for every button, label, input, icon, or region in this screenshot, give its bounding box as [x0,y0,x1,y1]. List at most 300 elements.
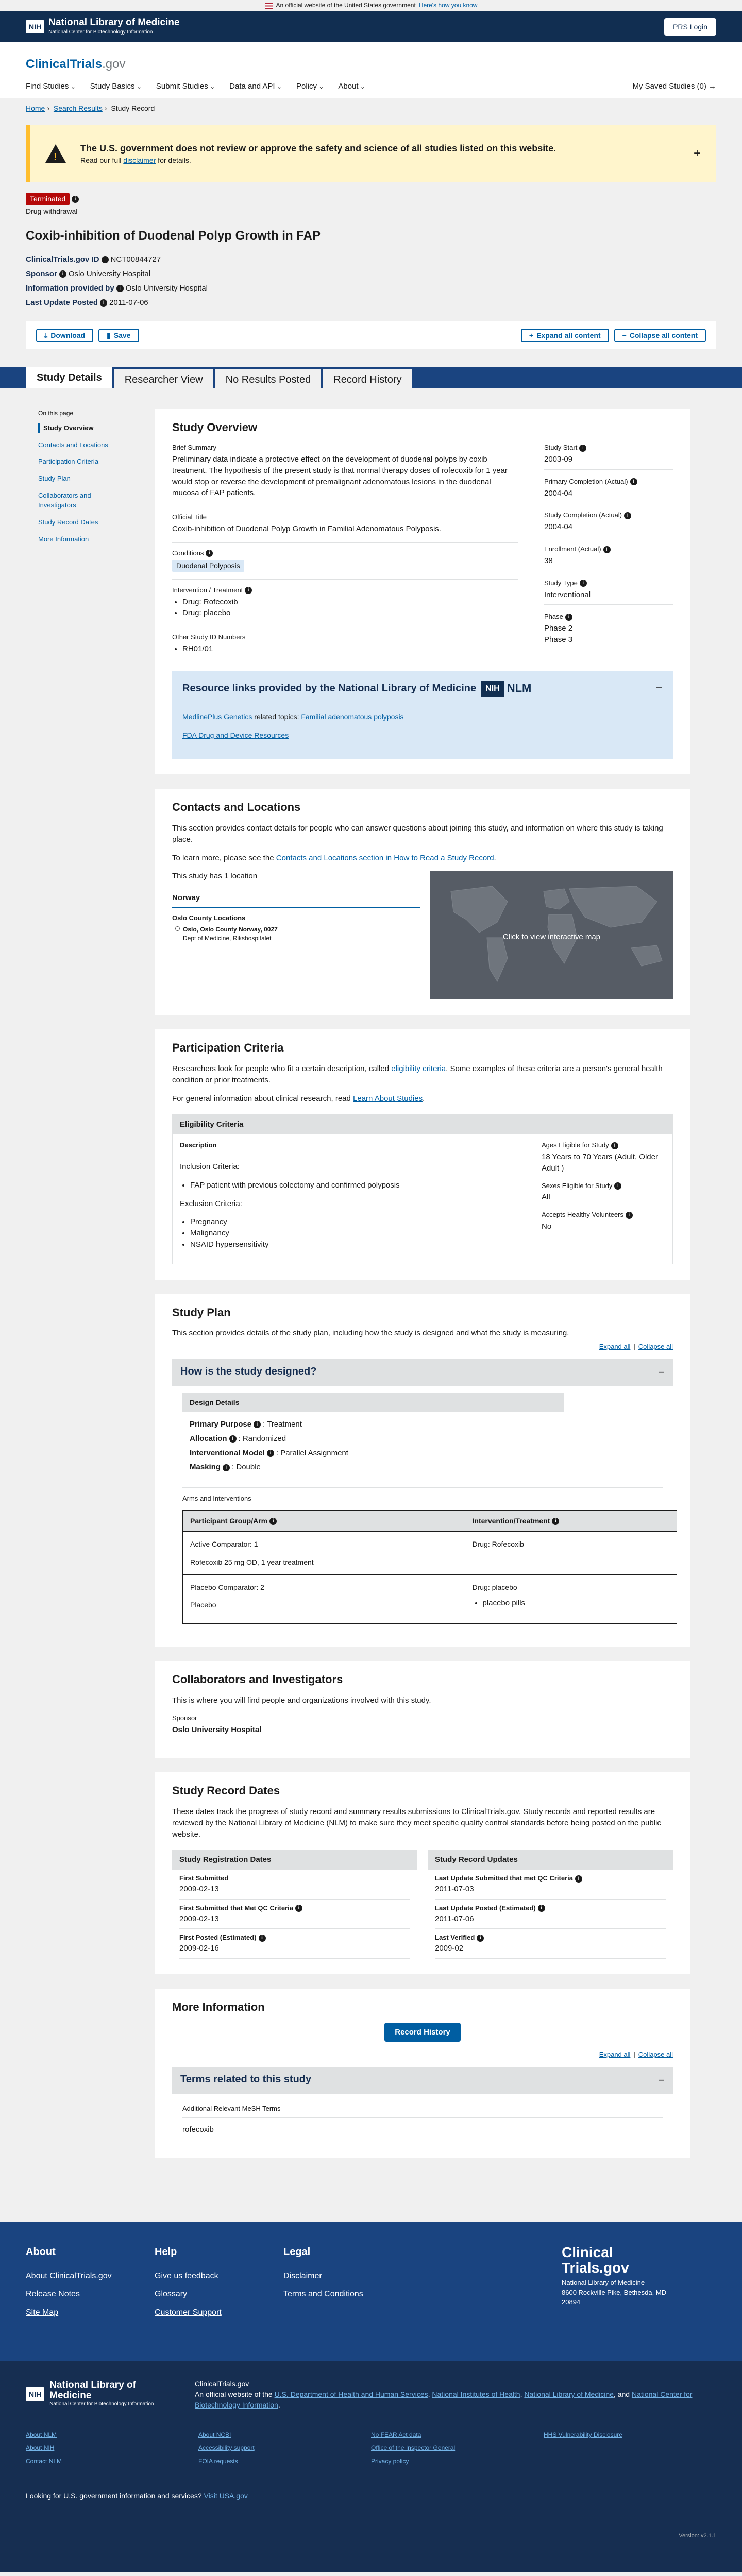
footer-link[interactable]: Accessibility support [198,2444,255,2452]
info-icon[interactable]: i [565,614,572,621]
contacts-learn-text: . [494,853,496,862]
collapse-minus-icon: − [658,1366,665,1379]
info-provider-line [26,283,716,294]
collab-sponsor-label: Sponsor [172,1714,197,1722]
breadcrumb [0,98,742,118]
info-icon[interactable]: i [626,1212,633,1219]
update-title: Study Record Updates [428,1850,673,1870]
sidenav-more-info[interactable]: More Information [38,535,89,543]
date-value: 2011-07-03 [435,1884,666,1900]
breadcrumb-separator: › [104,104,107,112]
section-title: Study Record Dates [172,1784,280,1798]
address-line: 20894 [562,2298,581,2306]
footer-desc-text: , and [613,2390,632,2399]
list-item: • Pregnancy [190,1216,542,1228]
table-header [465,1511,677,1532]
prs-login-button[interactable]: PRS Login [664,18,716,36]
last-update: 2011-07-06 [109,298,148,307]
footer-link[interactable]: Give us feedback [155,2272,218,2281]
footer-brand [562,2245,716,2338]
nav-submit-studies[interactable]: Submit Studies ⌄ [156,81,215,92]
registration-title: Study Registration Dates [172,1850,417,1870]
criteria-intro-text: Researchers look for people who fit a certain description, called [172,1064,392,1074]
ages-label [542,1141,665,1150]
info-icon[interactable]: i [223,1464,230,1471]
info-icon[interactable]: i [267,1450,274,1457]
design-accordion-title: How is the study designed? [180,1366,317,1378]
info-icon[interactable]: i [580,580,587,587]
page-sidenav [26,409,129,2173]
table-row [183,1574,677,1623]
footer-heading: Legal [283,2246,311,2258]
last-update-line [26,297,716,309]
fact-label [544,443,673,453]
date-label [179,1904,410,1913]
date-label-text: Last Verified [435,1934,475,1942]
registration-dates [172,1850,417,1959]
gov-banner-link[interactable]: Here's how you know [418,2,478,9]
main-nav [26,81,716,92]
footer-address [562,2278,716,2308]
section-title: Participation Criteria [172,1041,284,1055]
info-icon[interactable]: i [552,1518,559,1525]
design-label: Primary Purpose [190,1420,252,1429]
design-value: Parallel Assignment [280,1448,348,1458]
table-header-text: Participant Group/Arm [190,1517,268,1526]
collapse-minus-icon[interactable]: − [655,681,663,695]
study-id: NCT00844727 [110,255,161,264]
date-label-text: Last Update Posted (Estimated) [435,1904,536,1912]
footer-link[interactable]: Office of the Inspector General [371,2444,456,2452]
location-count: This study has 1 location [172,872,258,881]
main-content [0,388,742,2173]
fact-label-text: Study Completion (Actual) [544,511,622,519]
address-line: National Library of Medicine [562,2278,645,2286]
collapse-label: Collapse all content [629,331,698,340]
design-value: Double [236,1463,261,1472]
study-id-label: ClinicalTrials.gov ID [26,255,99,264]
medlineplus-link[interactable]: MedlinePlus Genetics [182,712,252,721]
sidenav-plan[interactable]: Study Plan [38,474,71,483]
date-label-text: First Posted (Estimated) [179,1934,257,1942]
footer-link[interactable]: Terms and Conditions [283,2290,363,2299]
record-history-button[interactable]: Record History [384,2023,461,2042]
fact-label [544,612,673,622]
info-icon[interactable]: i [538,1905,545,1912]
list-item: • Drug: placebo [182,607,518,619]
section-title: More Information [172,2000,265,2013]
footer-link[interactable]: About ClinicalTrials.gov [26,2272,112,2281]
phase-value: Phase 2 [544,624,573,633]
nav-study-basics[interactable]: Study Basics ⌄ [90,81,142,92]
expand-all-link[interactable]: Expand all [599,1343,631,1351]
study-id-line [26,254,716,265]
design-value: Randomized [242,1434,286,1443]
arms-table [182,1510,677,1624]
mesh-term: rofecoxib [182,2125,214,2134]
footer-link[interactable]: Contact NLM [26,2457,62,2465]
nih-logo-icon: NIH [26,20,44,33]
tab-no-results[interactable]: No Results Posted [215,369,322,388]
design-accordion[interactable] [172,1359,673,1386]
healthy-value: No [542,1222,552,1231]
inclusion-list [190,1180,542,1191]
sexes-value: All [542,1193,550,1202]
contacts-intro: This section provides contact details for people who can answer questions about joining this study, and information on where this study is taking place. [172,824,663,844]
footer-site-name: ClinicalTrials.gov [194,2380,249,2388]
disclaimer-text: for details. [156,156,191,164]
table-row [183,1532,677,1575]
eligibility-box [172,1114,673,1264]
date-label [435,1904,666,1913]
nlm-link[interactable]: National Library of Medicine [524,2390,614,2399]
footer-about [26,2245,155,2338]
footer-link[interactable]: HHS Vulnerability Disclosure [544,2431,622,2439]
other-ids-label: Other Study ID Numbers [172,633,246,641]
sponsor-name: Oslo University Hospital [68,269,151,279]
gov-banner [0,0,742,11]
section-title: Collaborators and Investigators [172,1673,343,1686]
info-icon[interactable]: i [102,256,109,263]
nlm-footer-logo[interactable] [26,2379,164,2410]
intervention-label [172,586,518,596]
overview-facts [544,443,673,662]
save-label: Save [113,331,131,340]
resources-title: Resource links provided by the National Library of Medicine [182,682,477,694]
table-header [183,1511,465,1532]
footer-link[interactable]: About NIH [26,2444,55,2452]
tab-record-history[interactable]: Record History [323,369,412,388]
action-bar [26,321,716,349]
arm-description: Placebo [190,1601,216,1609]
nih-logo-text: NIH [481,681,504,697]
disclaimer-body [80,155,556,165]
fact-label-text: Primary Completion (Actual) [544,477,628,485]
design-label: Interventional Model [190,1448,265,1458]
nih-link[interactable]: National Institutes of Health [432,2390,520,2399]
arm-intervention: Drug: placebo [472,1583,517,1591]
warning-icon: ! [45,144,66,163]
footer-link-columns [26,2431,716,2470]
collaborators-section [155,1661,690,1758]
sponsor-label: Sponsor [26,269,57,279]
breadcrumb-search-results[interactable]: Search Results [53,104,103,112]
breadcrumb-current: Study Record [111,104,155,112]
fda-link[interactable]: FDA Drug and Device Resources [182,731,289,739]
contacts-section [155,789,690,1015]
footer-desc-text: , [428,2390,432,2399]
design-label: Masking [190,1463,221,1472]
disclaimer-text: Read our full [80,156,124,164]
footer-link[interactable]: Privacy policy [371,2457,409,2465]
sections [155,409,690,2173]
expand-all-link[interactable]: Expand all [599,2050,631,2058]
brief-summary: Preliminary data indicate a protective effect on the development of duodenal polyps by coxib treatment. The hypothesis of the present study is that normal therapy doses of rofecoxib for 1 year would stop or reverse the development of premalignant adenomatous lesions in the duodenal mucosa of FAP patients. [172,455,508,498]
healthy-label [542,1210,665,1220]
breadcrumb-home[interactable]: Home [26,104,45,112]
info-icon[interactable]: i [477,1935,484,1942]
footer-link[interactable]: Site Map [26,2308,59,2317]
sidenav-collaborators[interactable]: Collaborators and Investigators [38,492,91,509]
list-item: • RH01/01 [182,643,518,655]
inclusion-label: Inclusion Criteria: [180,1162,240,1172]
official-title: Coxib-inhibition of Duodenal Polyp Growth in Familial Adenomatous Polyposis. [172,524,441,533]
collab-intro: This is where you will find people and organizations involved with this study. [172,1696,431,1705]
date-label-text: Last Update Submitted that met QC Criteria [435,1874,573,1883]
info-icon[interactable]: i [269,1518,277,1525]
related-text: related topics: [252,712,301,721]
nlm-logo-text: NLM [507,682,532,695]
info-icon[interactable]: i [614,1182,621,1190]
arm-intervention: Drug: Rofecoxib [465,1532,677,1575]
design-label: Allocation [190,1434,227,1443]
dates-intro: These dates track the progress of study record and summary results submissions to ClinicalTrials.gov. Study records and reported results are reviewed by the National Library of Medicine (NLM) to make sure they meet specific quality control standards before being posted on the public website. [172,1807,661,1839]
footer-link[interactable]: FOIA requests [198,2457,238,2465]
hhs-link[interactable]: U.S. Department of Health and Human Services [274,2390,428,2399]
nav-find-studies[interactable]: Find Studies ⌄ [26,81,76,92]
exclusion-label: Exclusion Criteria: [180,1199,242,1208]
record-dates-section [155,1772,690,1974]
mesh-label: Additional Relevant MeSH Terms [182,2104,281,2112]
nih-logo-icon: NIH [26,2387,44,2401]
footer-link[interactable]: About NLM [26,2431,57,2439]
terms-accordion[interactable] [172,2067,673,2094]
fact-label [544,579,673,588]
fap-link[interactable]: Familial adenomatous polyposis [301,712,404,721]
footer-heading: Help [155,2246,177,2258]
nlm-title: National Library of Medicine [48,17,180,28]
info-icon[interactable]: i [624,512,631,519]
location-list [172,871,420,999]
site-logo-name: ClinicalTrials [26,57,103,71]
download-icon: ⤓ [44,331,48,340]
sidenav-header: On this page [38,410,74,417]
fact-label [544,545,673,554]
footer-legal [283,2245,412,2338]
arm-name: Placebo Comparator: 2 [190,1583,264,1591]
study-title: Coxib-inhibition of Duodenal Polyp Growth in FAP [26,228,321,243]
collapse-all-link[interactable]: Collapse all [638,2050,673,2058]
date-value: 2009-02-16 [179,1943,410,1959]
nlm-header [0,11,742,42]
list-item: • Drug: Rofecoxib [182,597,518,608]
learn-about-studies-link[interactable]: Learn About Studies [353,1094,423,1103]
save-button[interactable] [98,329,139,342]
date-value: 2009-02-13 [179,1913,410,1929]
date-label [179,1933,410,1943]
footer-link[interactable]: No FEAR Act data [371,2431,421,2439]
sexes-label-text: Sexes Eligible for Study [542,1181,613,1190]
location-title: Oslo, Oslo County Norway, 0027 [183,925,278,933]
study-type: Interventional [544,589,673,605]
section-title: Study Overview [172,421,258,434]
section-title: Contacts and Locations [172,801,301,814]
collapse-all-link[interactable]: Collapse all [638,1343,673,1351]
contacts-learn-text: To learn more, please see the [172,853,276,862]
study-tabs [0,367,742,388]
other-ids-list [182,643,518,655]
footer-link[interactable]: Release Notes [26,2290,80,2299]
study-overview-section [155,409,690,774]
breadcrumb-separator: › [47,104,50,112]
saved-studies-link[interactable]: My Saved Studies (0) → [632,81,716,91]
info-icon[interactable]: i [254,1421,261,1428]
design-value: Treatment [267,1420,302,1429]
list-item: • NSAID hypersensitivity [190,1239,542,1250]
info-icon[interactable]: i [72,196,79,203]
footer-link[interactable]: Glossary [155,2290,188,2299]
location-subheading: Oslo County Locations [172,913,246,922]
nav-policy[interactable]: Policy ⌄ [296,81,324,92]
phase [544,623,673,650]
location-map[interactable] [430,871,673,999]
arms-label: Arms and Interventions [182,1495,251,1503]
nih-nlm-logo-icon [481,680,531,697]
date-value: 2009-02-13 [179,1884,410,1900]
footer-desc-text: . [278,2400,280,2409]
map-cta[interactable]: Click to view interactive map [502,933,601,942]
info-icon[interactable]: i [603,546,611,553]
info-icon[interactable]: i [575,1875,582,1883]
address-line: 8600 Rockville Pike, Bethesda, MD [562,2288,667,2296]
info-icon[interactable]: i [611,1142,618,1149]
location-marker-icon [175,926,180,931]
criteria-intro [172,1063,673,1086]
sidenav-contacts[interactable]: Contacts and Locations [38,440,108,449]
link-separator: | [633,1343,635,1351]
study-plan-section [155,1294,690,1647]
footer-link[interactable]: About NCBI [198,2431,231,2439]
footer-official [195,2379,716,2410]
info-icon[interactable]: i [245,587,252,594]
footer-logo[interactable] [562,2245,716,2275]
tab-researcher-view[interactable]: Researcher View [114,369,214,388]
info-provider: Oslo University Hospital [125,283,208,293]
why-stopped: Drug withdrawal [26,207,78,216]
usa-gov-link[interactable]: Visit USA.gov [204,2492,248,2500]
nlm-resources [172,671,673,759]
collapse-all-button[interactable] [614,329,706,342]
usa-gov-line [26,2490,716,2501]
exclusion-list [190,1216,542,1250]
ages-label-text: Ages Eligible for Study [542,1141,609,1149]
download-button[interactable] [36,329,93,342]
usa-gov-text: Looking for U.S. government information and services? [26,2492,204,2500]
sidenav-dates[interactable]: Study Record Dates [38,518,98,526]
info-icon[interactable]: i [116,285,124,292]
section-title: Study Plan [172,1306,231,1319]
expand-plus-icon[interactable]: + [693,146,701,160]
expand-all-button[interactable] [521,329,609,342]
sexes-label [542,1181,665,1191]
info-icon[interactable]: i [259,1935,266,1942]
fact-label [544,477,673,487]
disclaimer-title: The U.S. government does not review or approve the safety and science of all studies listed on this website. [80,143,556,154]
date-label: First Submitted [179,1874,229,1883]
collapse-minus-icon: − [658,2073,665,2087]
sidenav-criteria[interactable]: Participation Criteria [38,457,99,466]
nlm-subtitle: National Center for Biotechnology Information [48,29,153,36]
fact-label-text: Study Type [544,579,578,587]
info-icon[interactable]: i [579,445,586,452]
info-icon[interactable]: i [229,1435,237,1443]
fact-label-text: Phase [544,613,563,621]
criteria-intro-text: . Some examples of these criteria are a person's general health condition or prior treatments. [172,1064,663,1084]
info-icon[interactable]: i [59,270,66,278]
info-provider-label: Information provided by [26,283,114,293]
version-text: Version: v2.1.1 [679,2532,716,2539]
footer-link[interactable]: Disclaimer [283,2272,322,2281]
date-label [435,1874,666,1884]
nav-data-api[interactable]: Data and API ⌄ [229,81,282,92]
nav-about[interactable]: About ⌄ [338,81,365,92]
condition-chip[interactable]: Duodenal Polyposis [172,560,244,572]
fact-label [544,511,673,520]
enrollment: 38 [544,555,673,571]
sidenav-study-overview[interactable]: Study Overview [38,423,119,433]
eligibility-link[interactable]: eligibility criteria [391,1064,446,1074]
primary-completion: 2004-04 [544,488,673,504]
location-item[interactable] [172,925,420,943]
site-footer [0,2222,742,2361]
location-country[interactable]: Norway [172,889,420,908]
terms-accordion-title: Terms related to this study [180,2073,312,2085]
criteria-general-text: . [423,1094,425,1103]
fact-label-text: Study Start [544,444,578,452]
intervention-label-text: Intervention / Treatment [172,586,243,594]
info-icon[interactable]: i [206,550,213,557]
brief-summary-label: Brief Summary [172,444,216,452]
link-separator: | [633,2050,635,2058]
conditions-label [172,549,518,558]
nlm-logo[interactable] [26,17,180,37]
plan-intro: This section provides details of the study plan, including how the study is designed and what the study is measuring. [172,1329,569,1338]
minus-icon: − [622,331,627,340]
tab-study-details[interactable]: Study Details [26,367,113,388]
contacts-learn-link[interactable]: Contacts and Locations section in How to Read a Study Record [276,853,494,862]
ncbi-link[interactable]: National Center for Biotechnology Information [194,2390,693,2409]
arm-name: Active Comparator: 1 [190,1540,258,1549]
nlm-footer-title: National Library of Medicine [49,2380,136,2401]
contacts-learn [172,853,673,864]
criteria-general-text: For general information about clinical research, read [172,1094,353,1103]
conditions-label-text: Conditions [172,549,204,557]
date-value: 2009-02 [435,1943,666,1959]
list-item: • Malignancy [190,1228,542,1239]
study-start: 2003-09 [544,454,673,470]
expand-label: Expand all content [536,331,601,340]
disclaimer-link[interactable]: disclaimer [123,156,156,164]
site-logo[interactable] [26,56,716,74]
info-icon[interactable]: i [295,1905,302,1912]
last-update-label: Last Update Posted [26,298,98,307]
footer-desc-text: An official website of the [194,2390,275,2399]
sponsor-line [26,268,716,280]
footer-link[interactable]: Customer Support [155,2308,222,2317]
list-item: • FAP patient with previous colectomy and confirmed polyposis [190,1180,542,1191]
gov-banner-text: An official website of the United States government [276,2,416,9]
plus-icon: + [529,331,534,340]
site-header [0,42,742,98]
info-icon[interactable]: i [100,299,107,307]
info-icon[interactable]: i [630,478,637,485]
footer-logo-line: Clinical [562,2244,613,2261]
fact-label-text: Enrollment (Actual) [544,545,601,553]
phase-value: Phase 3 [544,635,573,644]
list-item: • placebo pills [483,1598,670,1609]
date-label-text: First Submitted that Met QC Criteria [179,1904,294,1912]
update-dates [428,1850,673,1959]
